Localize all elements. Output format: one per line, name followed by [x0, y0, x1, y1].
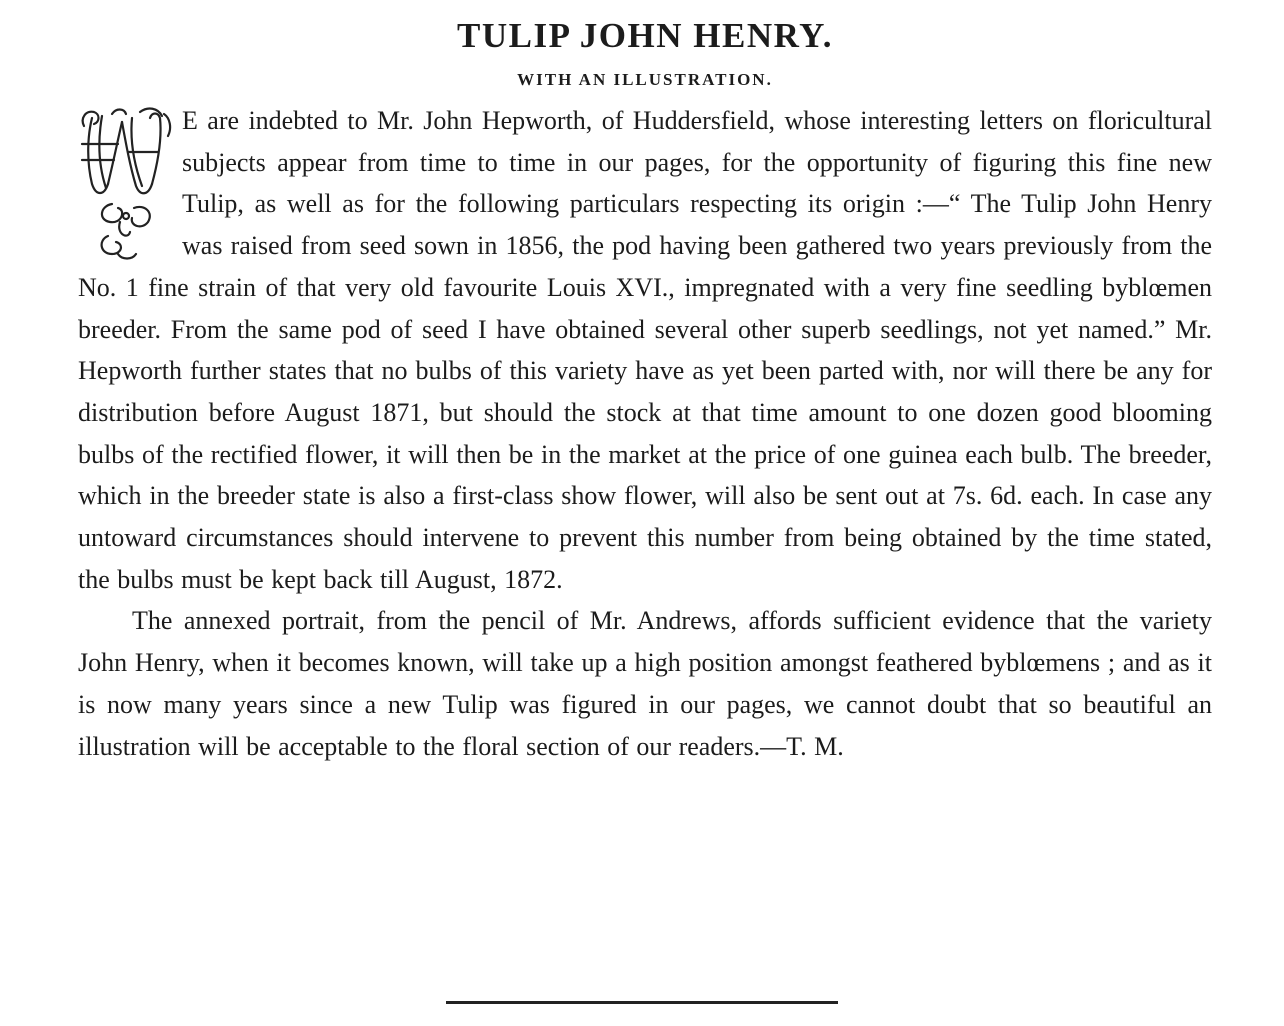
ornamental-w-icon — [78, 104, 182, 264]
article-body — [78, 100, 1212, 767]
article-subtitle: WITH AN ILLUSTRATION. — [517, 70, 773, 89]
closing-rule — [446, 1001, 838, 1004]
paragraph-1 — [78, 100, 1212, 600]
ornamental-drop-cap — [78, 104, 182, 264]
paragraph-1-text: E are indebted to Mr. John Hepworth, of Huddersfield, whose interesting letters on floricultural subjects appear from time to time in our pages, for the opportunity of figuring this fine new Tulip, as well as for the following particulars respecting its origin :—“ The Tulip John Henry was raised from seed sown in 1856, the pod having been gathered two years previously from the No. 1 fine strain of that very old favourite Louis XVI., impregnated with a very fine seedling byblœmen breeder. From the same pod of seed I have obtained several other superb seedlings, not yet named.” Mr. Hepworth further states that no bulbs of this variety have as yet been parted with, nor will there be any for distribution before August 1871, but should the stock at that time amount to one dozen good blooming bulbs of the rectified flower, it will then be in the market at the price of one guinea each bulb. The breeder, which in the breeder state is also a first-class show flower, will also be sent out at 7s. 6d. each. In case any untoward circumstances should intervene to prevent this number from being obtained by the time stated, the bulbs must be kept back till August, 1872. — [78, 106, 1212, 594]
article-title: TULIP JOHN HENRY. — [457, 16, 833, 55]
paragraph-2: The annexed portrait, from the pencil of Mr. Andrews, affords sufficient evidence that the variety John Henry, when it becomes known, will take up a high position amongst feathered byblœmens ; and as it is now many years since a new Tulip was figured in our pages, we cannot doubt that so beautiful an illustration will be acceptable to the floral section of our readers.—T. M. — [78, 606, 1212, 761]
article-page — [78, 14, 1212, 767]
